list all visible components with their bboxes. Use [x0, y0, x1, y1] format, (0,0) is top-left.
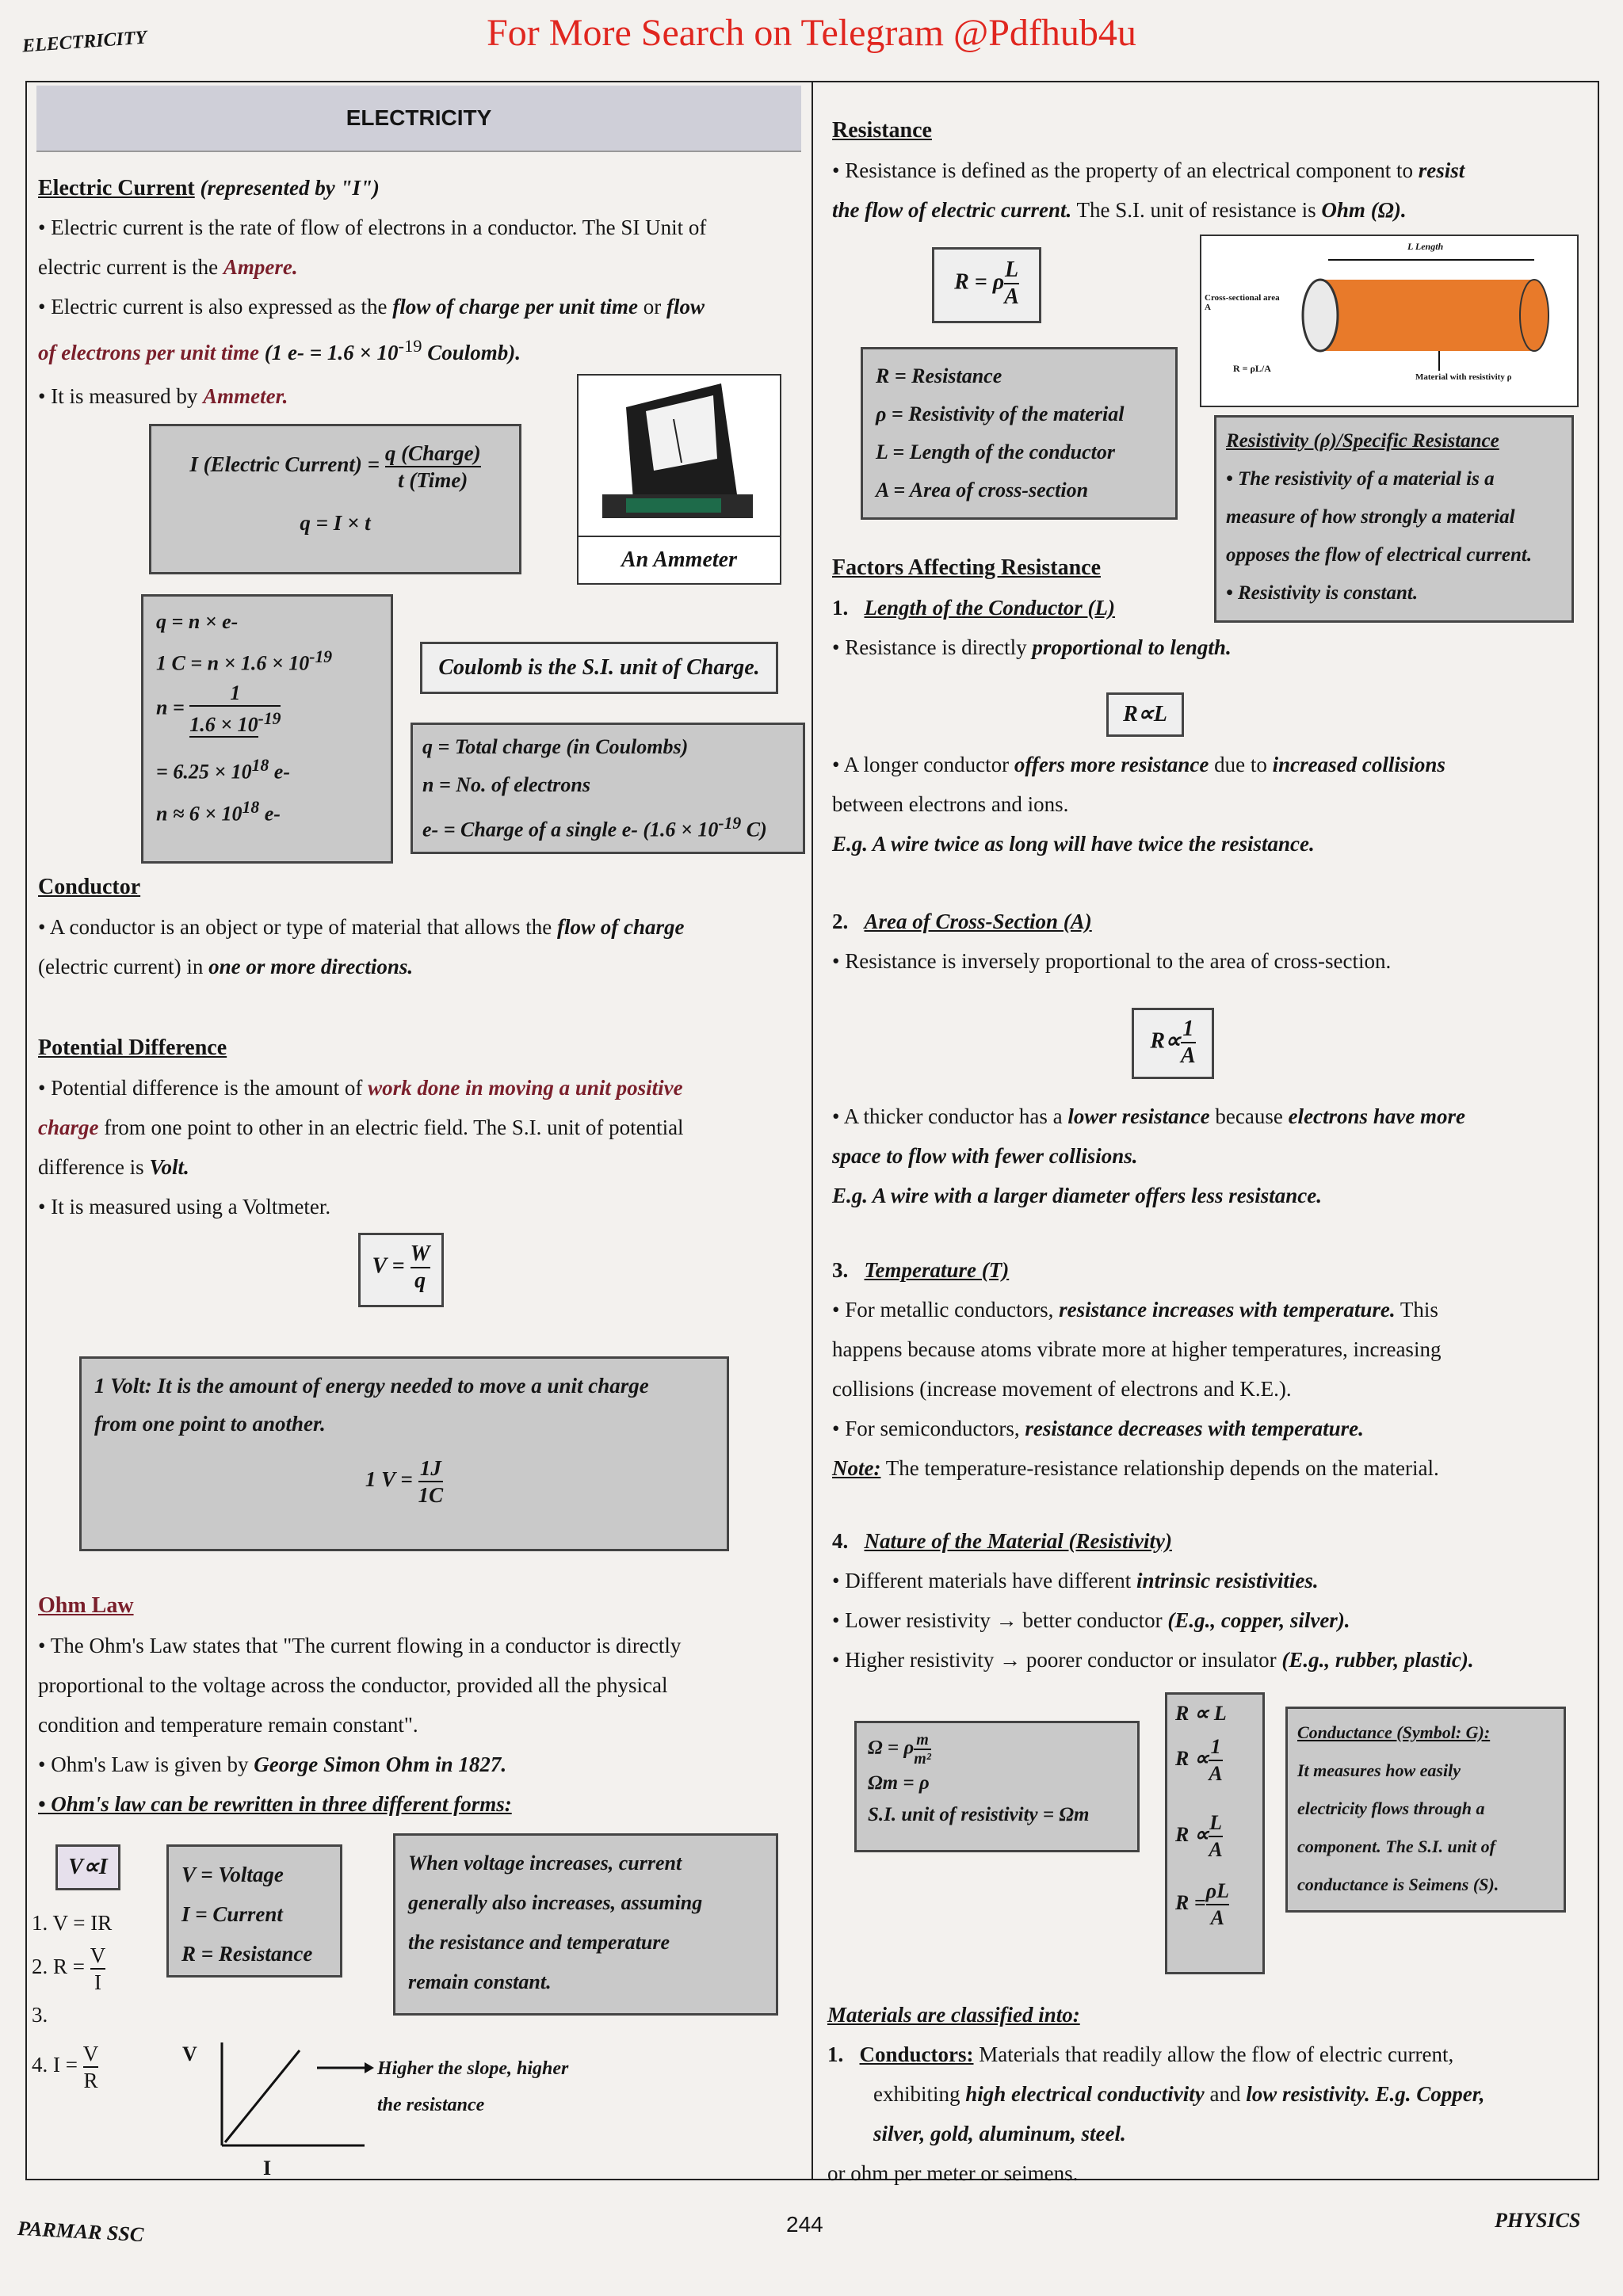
ammeter-caption: An Ammeter	[579, 536, 780, 583]
telegram-banner: For More Search on Telegram @Pdfhub4u	[487, 12, 1136, 54]
current-formula-box: I (Electric Current) = $\frac{\text{q (Charge)}}{\text{t (Time)}}$ q = I × t	[149, 424, 521, 574]
resistance-legend-box: R = Resistance ρ = Resistivity of the material L = Length of the conductor A = Area of cross-section	[861, 347, 1178, 520]
footer-publisher: PARMAR SSC	[17, 2216, 144, 2247]
charge-legend-box: q = Total charge (in Coulombs) n = No. of electrons e- = Charge of a single e- ($1.6 \times 10^{-19}$ C)	[411, 723, 805, 854]
ammeter-icon	[579, 376, 780, 534]
omega-resistivity-box: Ω = ρ $\frac{m}{\text{m²}}$ Ωm = ρ S.I. unit of resistivity = Ωm	[854, 1721, 1140, 1852]
materials-classification: Materials are classified into: 1. Conductors: Materials that readily allow the flow of electric current, exhibiting high electrical conductivity and low resistivity. E.g. Copper, silver, gold, aluminum, steel. or ohm per meter or seimens.	[827, 2003, 1485, 2185]
ammeter-figure	[577, 374, 781, 585]
ohm-forms-list: 1. V = IR 2. R = $\frac{V}{I}$ 3. 4. I = $\frac{V}{R}$	[32, 1911, 113, 2092]
graph-i-label: I	[263, 2157, 272, 2180]
column-divider	[812, 81, 813, 2180]
v-w-q-formula: V = $\frac{W}{q}$	[358, 1233, 444, 1307]
r-prop-inverse-a-box: R∝ $\frac{1}{A}$	[1132, 1008, 1214, 1079]
page-title: ELECTRICITY	[36, 86, 801, 152]
proportionality-box: R ∝ L R ∝ $\frac{1}{A}$ R ∝ $\frac{L}{A}$ R = $\frac{\rho L}{A}$	[1165, 1692, 1265, 1974]
graph-v-label: V	[182, 2042, 197, 2065]
current-bullet-2: • Electric current is also expressed as the flow of charge per unit time or flow of electrons per unit time (1 $e- = 1.6 \times 10^{-19}$ Coulomb).	[38, 295, 705, 364]
arrow-icon	[317, 2060, 374, 2076]
vir-legend-box: V = Voltage I = Current R = Resistance	[166, 1844, 342, 1978]
factor-4-section: 4. Nature of the Material (Resistivity) • Different materials have different intrinsic resistivities. • Lower resistivity → better conductor (E.g., copper, silver). • Higher resistivity → poorer conductor or insulator (E.g., rubber, plastic).	[832, 1529, 1474, 1672]
factor-2-heading: 2. Area of Cross-Section (A) • Resistance is inversely proportional to the area of cross-section.	[832, 910, 1392, 973]
charge-formula-box: q = n × e- 1 $C = n \times 1.6 \times 10^{-19}$ n = $\frac{1}{1.6 \times 10^{-19}}$ = $6.25 \times 10^{18}$ e- $n \approx 6 \times 10^{18}$ e-	[141, 594, 393, 864]
r-prop-l-box: R∝L	[1106, 692, 1184, 737]
electric-current-heading: Electric Current (represented by "I")	[38, 176, 380, 200]
conductance-box: Conductance (Symbol: G): It measures how easily electricity flows through a component. The S.I. unit of conductance is Seimens (S).	[1285, 1707, 1566, 1913]
running-header: ELECTRICITY	[21, 27, 148, 57]
volt-definition-box: 1 Volt: It is the amount of energy needed to move a unit charge from one point to another. 1 V = $\frac{1J}{1C}$	[79, 1356, 729, 1551]
vi-graph	[214, 2042, 372, 2150]
r-rho-l-a-formula: R = ρ $\frac{L}{A}$	[932, 247, 1041, 323]
graph-slope-note: Higher the slope, higher the resistance	[377, 2058, 569, 2115]
factor-2-detail: • A thicker conductor has a lower resistance because electrons have more space to flow with fewer collisions. E.g. A wire with a larger diameter offers less resistance.	[832, 1104, 1466, 1207]
conductor-section: Conductor • A conductor is an object or type of material that allows the flow of charge (electric current) in one or more directions.	[38, 875, 685, 978]
page-number: 244	[786, 2212, 823, 2237]
v-proportional-i-box: V∝I	[55, 1844, 120, 1890]
coulomb-unit-box: Coulomb is the S.I. unit of Charge.	[420, 642, 778, 694]
factors-section: Factors Affecting Resistance 1. Length of the Conductor (L) • Resistance is directly proportional to length.	[832, 555, 1232, 659]
ohm-law-section: Ohm Law • The Ohm's Law states that "The current flowing in a conductor is directly proportional to the voltage across the conductor, provided all the physical condition and temperature remain constant". • Ohm's Law is given by George Simon Ohm in 1827. • Ohm's law can be rewritten in three different forms:	[38, 1593, 682, 1816]
factor-3-section: 3. Temperature (T) • For metallic conductors, resistance increases with temperature. This happens because atoms vibrate more at higher temperatures, increasing collisions (increase movement of electrons and K.E.). • For semiconductors, resistance decreases with temperature. Note: The temperature-resistance relationship depends on the material.	[832, 1258, 1442, 1480]
footer-subject: PHYSICS	[1495, 2209, 1581, 2232]
current-bullet-3: • It is measured by Ammeter.	[38, 384, 288, 408]
voltage-current-note-box: When voltage increases, current generally also increases, assuming the resistance and temperature remain constant.	[393, 1833, 778, 2016]
potential-difference-section: Potential Difference • Potential difference is the amount of work done in moving a unit positive charge from one point to other in an electric field. The S.I. unit of potential difference is Volt. • It is measured using a Voltmeter.	[38, 1035, 684, 1219]
resistance-section: Resistance • Resistance is defined as the property of an electrical component to resist the flow of electric current. The S.I. unit of resistance is Ohm (Ω).	[832, 118, 1465, 222]
conductor-diagram: L Length Cross-sectional area A R = ρL/A Material with resistivity ρ	[1200, 235, 1579, 407]
factor-1-detail: • A longer conductor offers more resistance due to increased collisions between electrons and ions. E.g. A wire twice as long will have twice the resistance.	[832, 753, 1445, 856]
current-bullet-1: • Electric current is the rate of flow of electrons in a conductor. The SI Unit of electric current is the Ampere.	[38, 215, 707, 279]
resistivity-box: Resistivity (ρ)/Specific Resistance • The resistivity of a material is a measure of how strongly a material opposes the flow of electrical current. • Resistivity is constant.	[1214, 415, 1574, 623]
